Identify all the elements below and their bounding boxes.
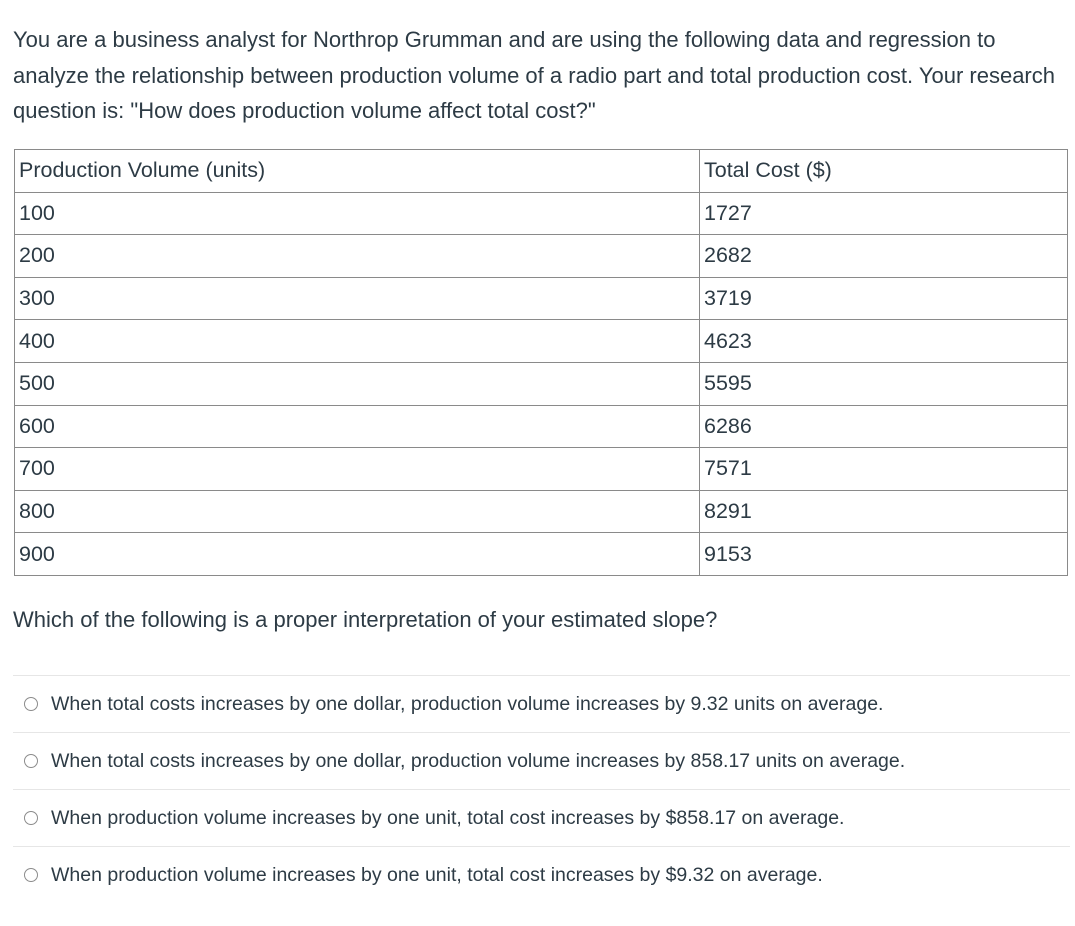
- table-row: [15, 533, 1068, 576]
- total-cost-cell: 3719: [700, 277, 1068, 320]
- total-cost-cell: 7571: [700, 448, 1068, 491]
- total-cost-cell: 2682: [700, 235, 1068, 278]
- answer-label: When production volume increases by one unit, total cost increases by $858.17 on average.: [51, 806, 845, 829]
- radio-button[interactable]: [24, 697, 38, 711]
- question-text: You are a business analyst for Northrop Grumman and are using the following data and regression to analyze the relationship between production volume of a radio part and total production cost. Your research question is: "How does production volume affect total cost?": [13, 27, 1055, 123]
- production-volume-cell: 400: [15, 320, 700, 363]
- answer-option-2[interactable]: [13, 732, 1070, 789]
- radio-button[interactable]: [24, 868, 38, 882]
- production-volume-cell: 200: [15, 235, 700, 278]
- production-volume-cell: 900: [15, 533, 700, 576]
- production-volume-cell: 100: [15, 192, 700, 235]
- production-volume-cell: 500: [15, 362, 700, 405]
- production-volume-cell: 800: [15, 490, 700, 533]
- production-volume-cell: 700: [15, 448, 700, 491]
- table-row: [15, 405, 1068, 448]
- answer-option-3[interactable]: [13, 789, 1070, 846]
- data-table: [14, 149, 1068, 576]
- prompt-text: Which of the following is a proper interpretation of your estimated slope?: [13, 607, 718, 632]
- answer-label: When total costs increases by one dollar, production volume increases by 858.17 units on average.: [51, 749, 906, 772]
- total-cost-cell: 4623: [700, 320, 1068, 363]
- table-row: [15, 490, 1068, 533]
- answer-option-4[interactable]: [13, 846, 1070, 903]
- table-row: [15, 277, 1068, 320]
- answer-list: [13, 675, 1070, 903]
- total-cost-cell: 9153: [700, 533, 1068, 576]
- table-row: [15, 362, 1068, 405]
- column-header-total-cost: Total Cost ($): [700, 150, 1068, 193]
- production-volume-cell: 300: [15, 277, 700, 320]
- total-cost-cell: 8291: [700, 490, 1068, 533]
- column-header-production-volume: Production Volume (units): [15, 150, 700, 193]
- total-cost-cell: 1727: [700, 192, 1068, 235]
- total-cost-cell: 6286: [700, 405, 1068, 448]
- total-cost-cell: 5595: [700, 362, 1068, 405]
- table-row: [15, 320, 1068, 363]
- answer-label: When production volume increases by one unit, total cost increases by $9.32 on average.: [51, 863, 823, 886]
- answer-label: When total costs increases by one dollar, production volume increases by 9.32 units on average.: [51, 692, 884, 715]
- table-row: [15, 192, 1068, 235]
- table-row: [15, 448, 1068, 491]
- table-row: [15, 235, 1068, 278]
- radio-button[interactable]: [24, 811, 38, 825]
- production-volume-cell: 600: [15, 405, 700, 448]
- table-header-row: [15, 150, 1068, 193]
- answer-option-1[interactable]: [13, 675, 1070, 732]
- radio-button[interactable]: [24, 754, 38, 768]
